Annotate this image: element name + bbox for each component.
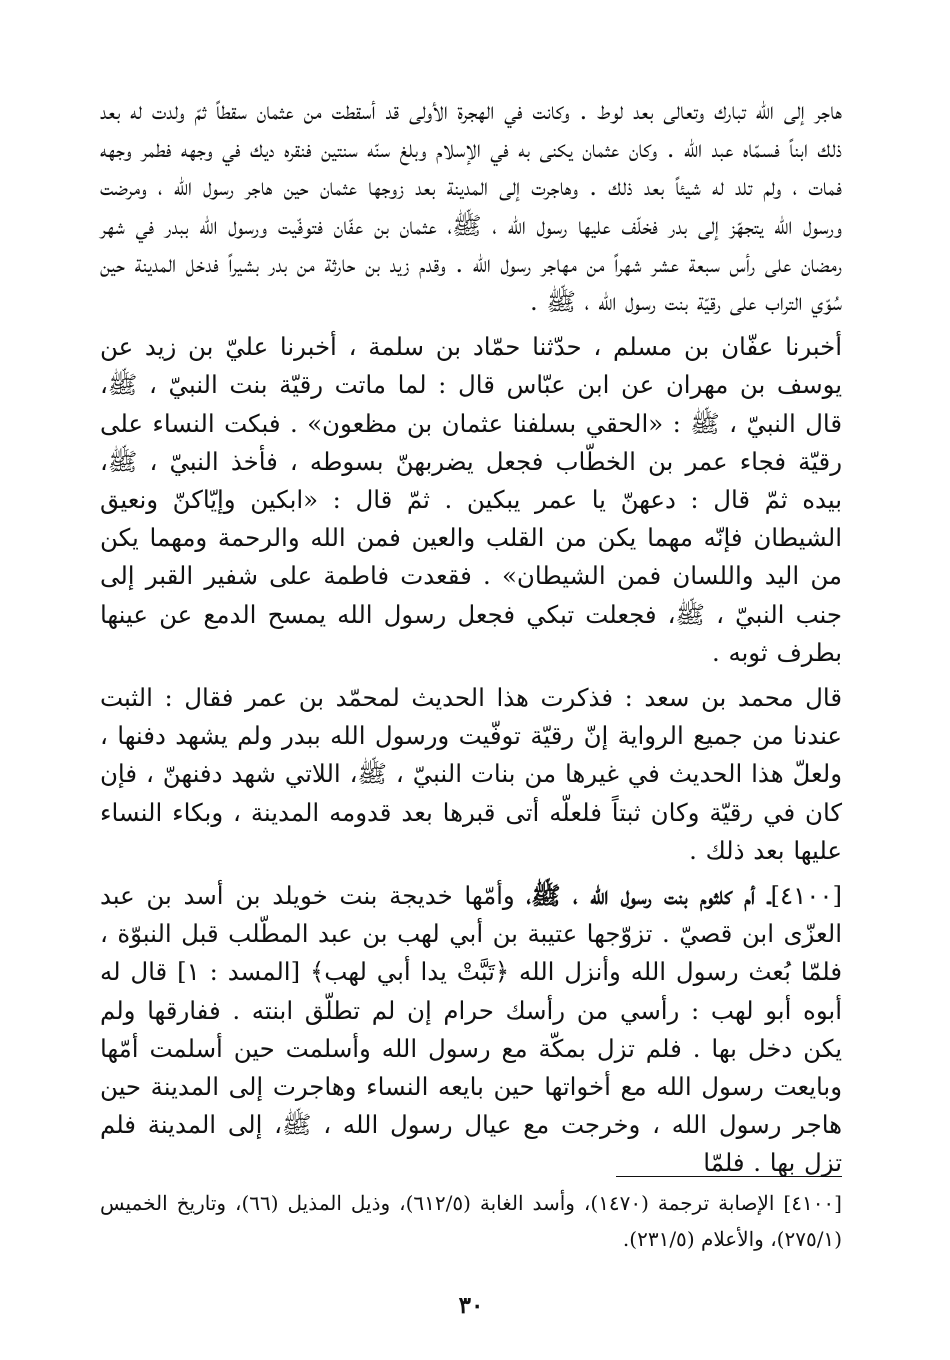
entry-number: [٤١٠٠] [770,881,842,911]
entry-umm-kulthum [100,877,842,1183]
footnote-divider [616,1176,842,1177]
main-text [100,92,842,1183]
book-page [100,92,842,1342]
page-number: ٣٠ [458,1292,484,1319]
entry-text: وأمّها خديجة بنت خويلد بن أسد بن عبد العزّى ابن قصيّ . تزوّجها عتيبة بن أبي لهب بن عبد المطّلب قبل النبوّة ، فلمّا بُعث رسول الله وأنزل الله ﴿تَبَّتْ يدا أبي لهب﴾ [المسد : ١] قال له أبوه أبو لهب : رأسي من رأسك حرام إن لم تطلّق ابنته . ففارقها ولم يكن دخل بها . فلم تزل بمكّة مع رسول الله وأسلمت حين أسلمت أمّها وبايعت رسول الله مع أخواتها حين بايعه النساء وهاجرت إلى المدينة حين هاجر رسول الله ، وخرجت مع عيال رسول الله ، ﷺ، إلى المدينة فلم تزل بها . فلمّا [100,881,843,1178]
paragraph-ruqayya-biography: هاجر إلى الله تبارك وتعالى بعد لوط . وكانت في الهجرة الأولى قد أسقطت من عثمان سقطاً ثمّ ولدت له بعد ذلك ابناً فسمّاه عبد الله . وكان عثمان يكنى به في الإسلام وبلغ سنّه سنتين فنقره ديك في وجهه فطمر وجهه فمات ، ولم تلد له شيئاً بعد ذلك . وهاجرت إلى المدينة بعد زوجها عثمان حين هاجر رسول الله ، ومرضت ورسول الله يتجهّز إلى بدر فخلّف عليها رسول الله ، ﷺ، عثمان بن عفّان فتوفّيت ورسول الله ببدر في شهر رمضان على رأس سبعة عشر شهراً من مهاجر رسول الله . وقدم زيد بن حارثة من بدر بشيراً فدخل المدينة حين سُوّي التراب على رقيّة بنت رسول الله ، ﷺ . [100,96,842,317]
paragraph-hadith-affan: أخبرنا عفّان بن مسلم ، حدّثنا حمّاد بن سلمة ، أخبرنا عليّ بن زيد عن يوسف بن مهران عن ابن عبّاس قال : لما ماتت رقيّة بنت النبيّ ، ﷺ، قال النبيّ ، ﷺ : «الحقي بسلفنا عثمان بن مظعون» . فبكت النساء على رقيّة فجاء عمر بن الخطّاب فجعل يضربهنّ بسوطه ، فأخذ النبيّ ، ﷺ، بيده ثمّ قال : دعهنّ يا عمر يبكين . ثمّ قال : «ابكين وإيّاكنّ ونعيق الشيطان فإنّه مهما يكن من القلب والعين فمن الله والرحمة ومهما يكن من اليد واللسان فمن الشيطان» . فقعدت فاطمة على شفير القبر إلى جنب النبيّ ، ﷺ، فجعلت تبكي فجعل رسول الله يمسح الدمع عن عينها بطرف ثوبه . [100,332,842,667]
entry-title: ـ أم كلثوم بنت رسول الله ، ﷺ، [526,881,771,911]
footnote: [٤١٠٠] الإصابة ترجمة (١٤٧٠)، وأسد الغابة (٦١٢/٥)، وذيل المذيل (٦٦)، وتاريخ الخميس (٢٧٥/١)، والأعلام (٢٣١/٥). [100,1191,842,1251]
paragraph-ibn-saad-comment: قال محمد بن سعد : فذكرت هذا الحديث لمحمّد بن عمر فقال : الثبت عندنا من جميع الرواية إنّ رقيّة توفّيت ورسول الله ببدر ولم يشهد دفنها ، ولعلّ هذا الحديث في غيرها من بنات النبيّ ، ﷺ، اللاتي شهد دفنهنّ ، فإن كان في رقيّة وكان ثبتاً فلعلّه أتى قبرها بعد قدومه المدينة ، وبكاء النساء عليها بعد ذلك . [100,683,842,865]
